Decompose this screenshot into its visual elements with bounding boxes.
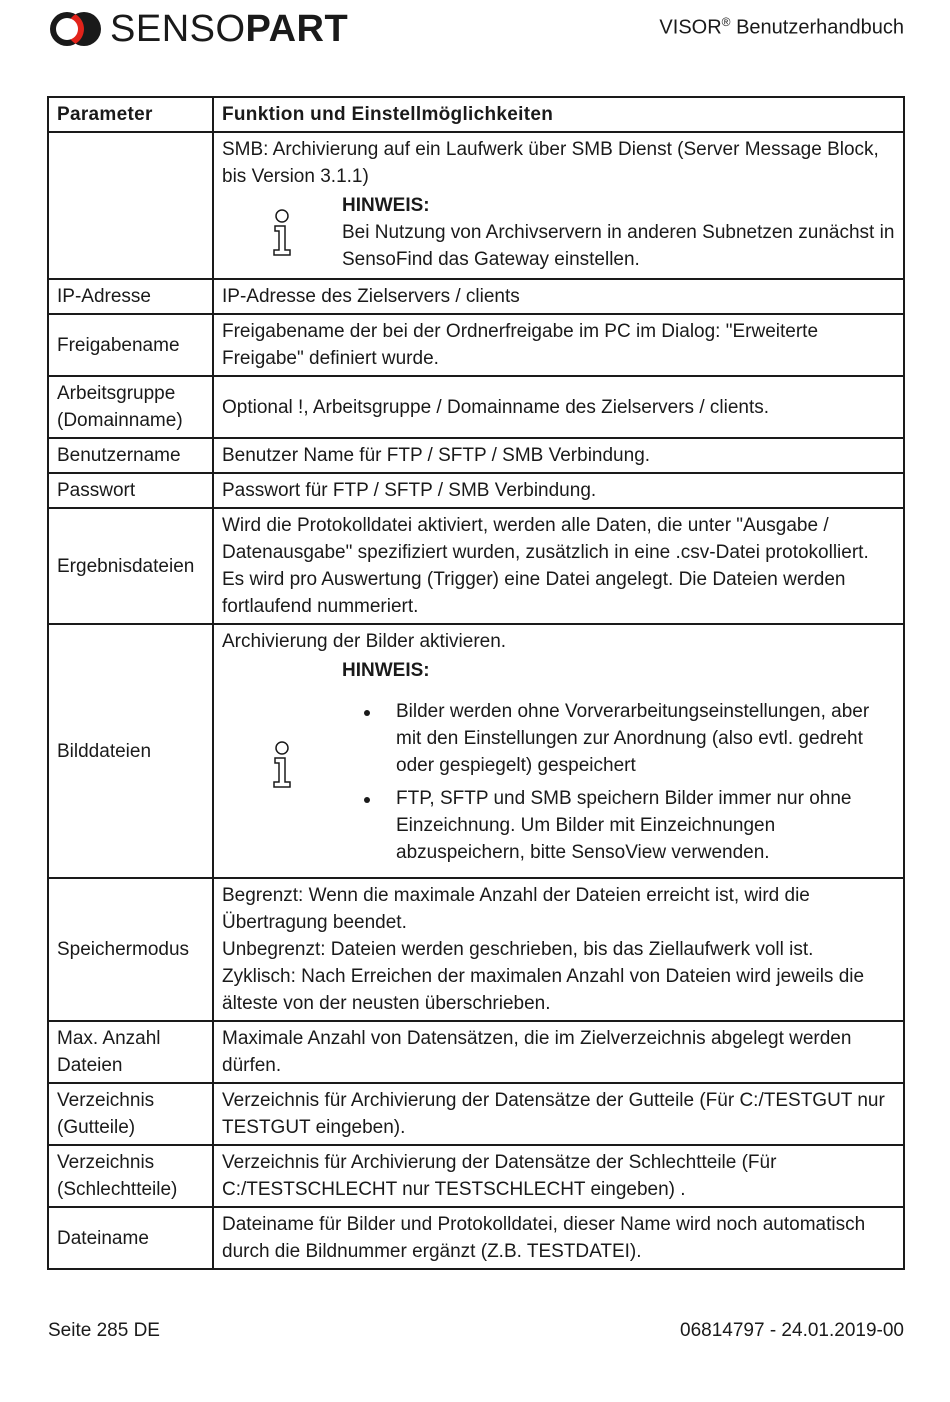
- hint-box: [222, 192, 895, 273]
- table-row-bilddateien: [48, 624, 904, 878]
- table-row: [48, 314, 904, 376]
- info-icon: [222, 192, 342, 273]
- table-row: [48, 376, 904, 438]
- list-item: FTP, SFTP und SMB speichern Bilder immer nur ohne Einzeichnung. Um Bilder mit Einzeichnungen abzuspeichern, bitte SensoView verwenden.: [342, 785, 895, 866]
- info-icon-graphic: [270, 209, 294, 257]
- table-row-smb: [48, 132, 904, 279]
- hint-title: HINWEIS:: [342, 660, 430, 681]
- param-cell: Benutzername: [48, 438, 213, 473]
- param-cell-empty: [48, 132, 213, 279]
- list-item: Bilder werden ohne Vorverarbeitungseinstellungen, aber mit den Einstellungen zur Anordnung (also evtl. gedreht oder gespiegelt) gespeichert: [342, 698, 895, 779]
- desc-cell: Verzeichnis für Archivierung der Datensätze der Schlechtteile (Für C:/TESTSCHLECHT nur TESTSCHLECHT eingeben) .: [213, 1145, 904, 1207]
- table-row: [48, 438, 904, 473]
- param-cell: Arbeitsgruppe (Domainname): [48, 376, 213, 438]
- info-icon-graphic: [270, 741, 294, 789]
- document-id: 06814797 - 24.01.2019-00: [680, 1320, 904, 1341]
- table-row: [48, 508, 904, 624]
- header-parameter: Parameter: [48, 97, 213, 132]
- table-row: [48, 1207, 904, 1269]
- table-header-row: [48, 97, 904, 132]
- brand-name-light: SENSO: [110, 8, 246, 50]
- param-cell: Passwort: [48, 473, 213, 508]
- table-row: [48, 279, 904, 314]
- brand-name-bold: PART: [245, 8, 349, 50]
- desc-cell: Wird die Protokolldatei aktiviert, werden alle Daten, die unter "Ausgabe / Datenausgabe" spezifiziert wurden, zusätzlich in eine .csv-Datei protokolliert. Es wird pro Auswertung (Trigger) eine Datei angelegt. Die Dateien werden fortlaufend nummeriert.: [213, 508, 904, 624]
- speichermodus-line: Unbegrenzt: Dateien werden geschrieben, bis das Ziellaufwerk voll ist.: [222, 939, 814, 960]
- table-row: [48, 473, 904, 508]
- table-row: [48, 1021, 904, 1083]
- registered-mark: ®: [721, 15, 731, 29]
- hint-bullet-list: [342, 698, 895, 866]
- speichermodus-line: Begrenzt: Wenn die maximale Anzahl der Dateien erreicht ist, wird die Übertragung beendet.: [222, 885, 810, 933]
- param-cell: Verzeichnis (Gutteile): [48, 1083, 213, 1145]
- desc-cell: Freigabename der bei der Ordnerfreigabe im PC im Dialog: "Erweiterte Freigabe" definiert wurde.: [213, 314, 904, 376]
- param-cell: Max. Anzahl Dateien: [48, 1021, 213, 1083]
- parameter-table: [47, 96, 905, 1270]
- desc-cell: IP-Adresse des Zielservers / clients: [213, 279, 904, 314]
- desc-cell: Benutzer Name für FTP / SFTP / SMB Verbindung.: [213, 438, 904, 473]
- brand-name: [110, 9, 348, 49]
- smb-text: SMB: Archivierung auf ein Laufwerk über SMB Dienst (Server Message Block, bis Version 3.1.1): [222, 139, 879, 187]
- hint-box: [222, 657, 895, 872]
- param-cell: Dateiname: [48, 1207, 213, 1269]
- desc-cell: Optional !, Arbeitsgruppe / Domainname des Zielservers / clients.: [213, 376, 904, 438]
- param-cell: Verzeichnis (Schlechtteile): [48, 1145, 213, 1207]
- desc-cell: Verzeichnis für Archivierung der Datensätze der Gutteile (Für C:/TESTGUT nur TESTGUT eingeben).: [213, 1083, 904, 1145]
- table-row-speichermodus: [48, 878, 904, 1021]
- bilddateien-intro: Archivierung der Bilder aktivieren.: [222, 631, 507, 652]
- hint-text: Bei Nutzung von Archivservern in anderen Subnetzen zunächst in SensoFind das Gateway einstellen.: [342, 222, 895, 270]
- speichermodus-line: Zyklisch: Nach Erreichen der maximalen Anzahl von Dateien wird jeweils die älteste von der neusten überschrieben.: [222, 966, 865, 1014]
- desc-cell-smb: [213, 132, 904, 279]
- desc-cell: Dateiname für Bilder und Protokolldatei, dieser Name wird noch automatisch durch die Bildnummer ergänzt (Z.B. TESTDATEI).: [213, 1207, 904, 1269]
- header-function: Funktion und Einstellmöglichkeiten: [213, 97, 904, 132]
- info-icon: [222, 657, 342, 872]
- page-number: Seite 285 DE: [48, 1320, 160, 1341]
- param-cell: Speichermodus: [48, 878, 213, 1021]
- manual-title-subtitle: Benutzerhandbuch: [736, 16, 904, 39]
- sensopart-logo-icon: [48, 9, 104, 49]
- brand-logo: [48, 9, 348, 49]
- table-row: [48, 1145, 904, 1207]
- manual-title-product: VISOR: [659, 16, 722, 39]
- table-row: [48, 1083, 904, 1145]
- param-cell: Bilddateien: [48, 624, 213, 878]
- desc-cell-speichermodus: [213, 878, 904, 1021]
- param-cell: IP-Adresse: [48, 279, 213, 314]
- desc-cell: Maximale Anzahl von Datensätzen, die im Zielverzeichnis abgelegt werden dürfen.: [213, 1021, 904, 1083]
- param-cell: Ergebnisdateien: [48, 508, 213, 624]
- desc-cell: Passwort für FTP / SFTP / SMB Verbindung.: [213, 473, 904, 508]
- manual-title: [659, 15, 904, 40]
- param-cell: Freigabename: [48, 314, 213, 376]
- hint-title: HINWEIS:: [342, 195, 430, 216]
- desc-cell-bilddateien: [213, 624, 904, 878]
